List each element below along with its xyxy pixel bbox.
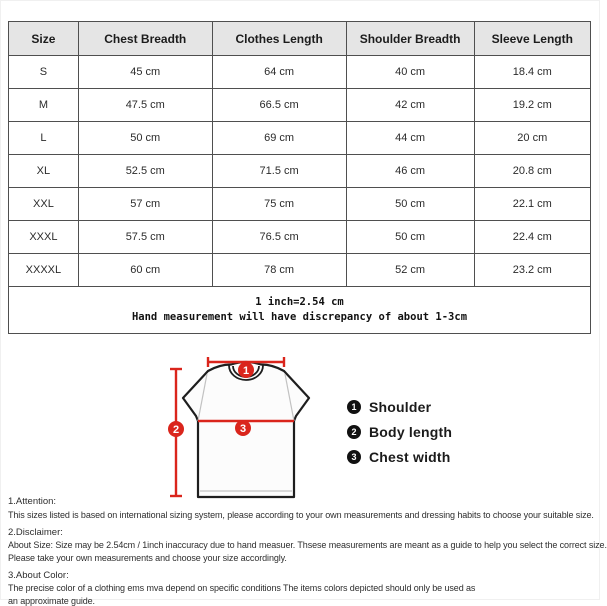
measurement-cell: 18.4 cm bbox=[474, 56, 590, 89]
measurement-cell: 45 cm bbox=[78, 56, 212, 89]
measurement-cell: 57 cm bbox=[78, 188, 212, 221]
note-cell bbox=[9, 287, 591, 334]
attention-body: This sizes listed is based on international sizing system, please according to your own measurements and dressing habits to choose your suitable size. bbox=[8, 509, 594, 520]
note-line-1: 1 inch=2.54 cm bbox=[255, 296, 344, 308]
measurement-cell: 71.5 cm bbox=[212, 155, 346, 188]
size-table-body bbox=[9, 56, 591, 287]
size-cell: XXXXL bbox=[9, 254, 79, 287]
measurement-cell: 52 cm bbox=[346, 254, 474, 287]
disclaimer-body-line2: Please take your own measurements and choose your size accordingly. bbox=[8, 552, 287, 563]
marker-1-digit: 1 bbox=[242, 365, 250, 377]
tshirt-measurement-diagram bbox=[163, 351, 333, 506]
notes-section bbox=[8, 496, 607, 606]
legend-label-shoulder: Shoulder bbox=[369, 399, 432, 415]
measurement-cell: 22.4 cm bbox=[474, 221, 590, 254]
about-color-body-line2: an approximate guide. bbox=[8, 595, 95, 606]
marker-3-digit: 3 bbox=[239, 423, 247, 435]
measurement-cell: 78 cm bbox=[212, 254, 346, 287]
size-table bbox=[8, 21, 591, 334]
col-header-shoulder: Shoulder Breadth bbox=[346, 22, 474, 56]
measurement-cell: 60 cm bbox=[78, 254, 212, 287]
col-header-clothes: Clothes Length bbox=[212, 22, 346, 56]
col-header-sleeve: Sleeve Length bbox=[474, 22, 590, 56]
size-cell: M bbox=[9, 89, 79, 122]
measurement-cell: 19.2 cm bbox=[474, 89, 590, 122]
measurement-cell: 23.2 cm bbox=[474, 254, 590, 287]
table-row bbox=[9, 254, 591, 287]
table-row bbox=[9, 188, 591, 221]
size-table-note-row bbox=[9, 287, 591, 334]
measurement-cell: 42 cm bbox=[346, 89, 474, 122]
table-row bbox=[9, 122, 591, 155]
attention-title: 1.Attention: bbox=[8, 496, 57, 507]
legend-item-body-length bbox=[347, 424, 452, 440]
marker-2-digit: 2 bbox=[172, 424, 180, 436]
size-cell: L bbox=[9, 122, 79, 155]
measurement-cell: 44 cm bbox=[346, 122, 474, 155]
size-cell: XXL bbox=[9, 188, 79, 221]
about-color-title: 3.About Color: bbox=[8, 569, 69, 581]
size-table-header-row bbox=[9, 22, 591, 56]
disclaimer-body-line1: About Size: Size may be 2.54cm / 1inch inaccuracy due to hand measuer. Thsese measurements are meant as a guide to help you select the correct size. bbox=[8, 540, 607, 550]
measurement-cell: 52.5 cm bbox=[78, 155, 212, 188]
measurement-cell: 50 cm bbox=[346, 221, 474, 254]
table-row bbox=[9, 56, 591, 89]
measurement-cell: 64 cm bbox=[212, 56, 346, 89]
size-cell: S bbox=[9, 56, 79, 89]
measurement-cell: 40 cm bbox=[346, 56, 474, 89]
measurement-cell: 46 cm bbox=[346, 155, 474, 188]
measurement-cell: 69 cm bbox=[212, 122, 346, 155]
size-cell: XXXL bbox=[9, 221, 79, 254]
circled-3-icon: 3 bbox=[347, 450, 361, 464]
col-header-size: Size bbox=[9, 22, 79, 56]
size-cell: XL bbox=[9, 155, 79, 188]
disclaimer-title: 2.Disclaimer: bbox=[8, 526, 63, 538]
measurement-legend bbox=[347, 399, 452, 474]
about-color-body-line1: The precise color of a clothing ems mva depend on specific conditions The items colors depicted should only be used as bbox=[8, 583, 476, 593]
measurement-cell: 66.5 cm bbox=[212, 89, 346, 122]
legend-label-body-length: Body length bbox=[369, 424, 453, 440]
measurement-cell: 76.5 cm bbox=[212, 221, 346, 254]
measurement-cell: 20.8 cm bbox=[474, 155, 590, 188]
note-line-2: Hand measurement will have discrepancy of about 1-3cm bbox=[131, 311, 468, 323]
circled-1-icon: 1 bbox=[347, 400, 361, 414]
col-header-chest: Chest Breadth bbox=[78, 22, 212, 56]
table-row bbox=[9, 89, 591, 122]
circled-2-icon: 2 bbox=[347, 425, 361, 439]
measurement-cell: 50 cm bbox=[78, 122, 212, 155]
table-row bbox=[9, 155, 591, 188]
legend-item-chest-width bbox=[347, 449, 452, 465]
measurement-cell: 57.5 cm bbox=[78, 221, 212, 254]
measurement-cell: 47.5 cm bbox=[78, 89, 212, 122]
measurement-cell: 50 cm bbox=[346, 188, 474, 221]
legend-label-chest-width: Chest width bbox=[369, 449, 451, 465]
legend-item-shoulder bbox=[347, 399, 452, 415]
measurement-cell: 22.1 cm bbox=[474, 188, 590, 221]
measurement-cell: 20 cm bbox=[474, 122, 590, 155]
measurement-cell: 75 cm bbox=[212, 188, 346, 221]
table-row bbox=[9, 221, 591, 254]
